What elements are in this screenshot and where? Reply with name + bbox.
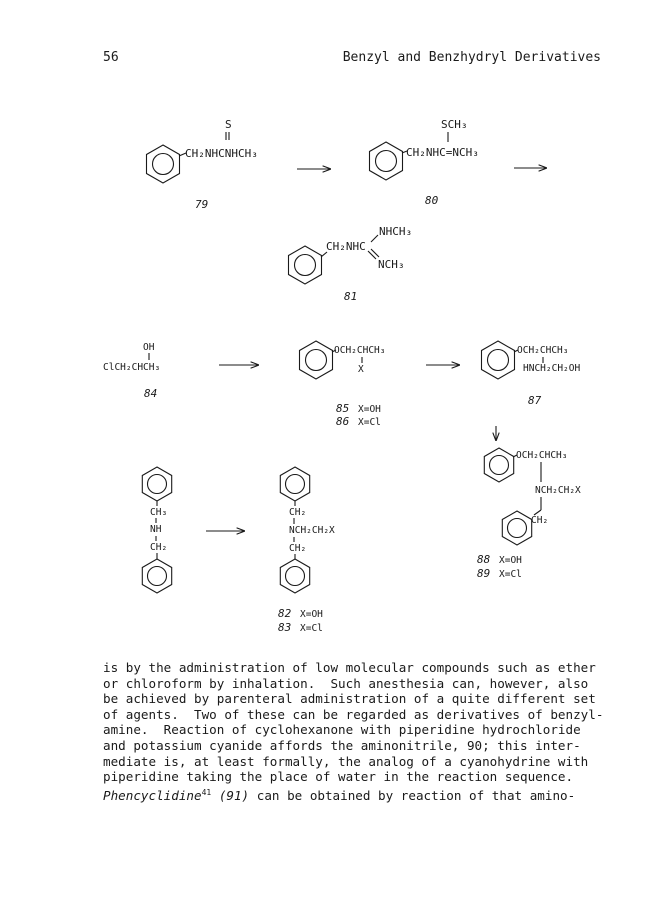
c81-nhch3: NHCH₃ — [379, 225, 413, 238]
c88-n-chain: NCH₂CH₂X — [535, 485, 581, 496]
c79-sulfur: S — [225, 118, 232, 131]
c80-chain: CH₂NHC=NCH₃ — [406, 146, 479, 159]
body-line: piperidine taking the place of water in the reaction sequence. — [103, 769, 574, 785]
body-text — [103, 660, 613, 804]
c86-condition: X=Cl — [358, 417, 381, 428]
benzene-ring-icon — [147, 145, 180, 183]
compound-88-89 — [477, 448, 581, 580]
c80-sch3: SCH₃ — [441, 118, 468, 131]
mid-ch2-top: CH₂ — [289, 507, 307, 518]
body-line: be achieved by parenteral administration of a quite different set — [103, 691, 596, 707]
compound-79 — [147, 118, 258, 211]
benzene-ring-icon — [300, 341, 333, 379]
c84-label: 84 — [144, 387, 158, 400]
c88-ch2: CH₂ — [531, 515, 549, 526]
left-ch2: CH₂ — [150, 542, 168, 553]
page-number: 56 — [103, 50, 119, 65]
c83-condition: X=Cl — [300, 623, 323, 634]
c81-label: 81 — [344, 290, 358, 303]
body-line-last — [103, 785, 613, 804]
c85-x: X — [358, 364, 364, 375]
benzene-ring-icon — [484, 448, 513, 482]
body-line: of agents. Two of these can be regarded as derivatives of benzyl- — [103, 706, 604, 722]
c82-label: 82 — [278, 607, 292, 620]
mid-n-chain: NCH₂CH₂X — [289, 525, 335, 536]
c88-chain: OCH₂CHCH₃ — [516, 450, 568, 461]
c82-condition: X=OH — [300, 609, 323, 620]
c87-chain: OCH₂CHCH₃ — [517, 345, 569, 356]
reference-number: 41 — [201, 787, 212, 797]
compound-80 — [370, 118, 479, 207]
body-line-rest: can be obtained by reaction of that amino- — [249, 787, 576, 803]
body-line: or chloroform by inhalation. Such anesthesia can, however, also — [103, 675, 589, 691]
c88-label: 88 — [477, 553, 491, 566]
compound-85-86 — [300, 341, 386, 428]
compound-82-83 — [278, 467, 335, 634]
benzene-ring-icon — [370, 142, 403, 180]
mid-ch2-bottom: CH₂ — [289, 543, 307, 554]
body-line: and potassium cyanide affords the aminonitrile, 90; this inter- — [103, 737, 581, 753]
compound-87 — [482, 341, 581, 407]
c89-condition: X=Cl — [499, 569, 522, 580]
compound-number: (91) — [218, 787, 250, 803]
c79-chain: CH₂NHCNHCH₃ — [185, 147, 258, 160]
c85-chain: OCH₂CHCH₃ — [334, 345, 386, 356]
c81-chain: CH₂NHC — [326, 240, 366, 253]
benzene-ring-icon — [280, 467, 309, 501]
drug-name: Phencyclidine — [103, 787, 202, 803]
benzene-ring-icon — [289, 246, 322, 284]
c89-label: 89 — [477, 567, 491, 580]
compound-81 — [289, 225, 413, 303]
benzene-ring-icon — [502, 511, 531, 545]
body-line: amine. Reaction of cyclohexanone with piperidine hydrochloride — [103, 722, 581, 738]
running-head: Benzyl and Benzhydryl Derivatives — [342, 50, 601, 65]
c87-substituent: HNCH₂CH₂OH — [523, 363, 581, 374]
c81-nch3: NCH₃ — [378, 258, 405, 271]
c84-chain: ClCH₂CHCH₃ — [103, 362, 161, 373]
c84-oh: OH — [143, 342, 155, 353]
benzene-ring-icon — [142, 467, 171, 501]
benzene-ring-icon — [482, 341, 515, 379]
left-ch3: CH₃ — [150, 507, 168, 518]
body-line: mediate is, at least formally, the analog of a cyanohydrine with — [103, 753, 589, 769]
c80-label: 80 — [425, 194, 439, 207]
c85-condition: X=OH — [358, 404, 381, 415]
c79-label: 79 — [195, 198, 209, 211]
benzene-ring-icon — [280, 559, 309, 593]
c83-label: 83 — [278, 621, 292, 634]
left-nh: NH — [150, 524, 162, 535]
benzylbenzylamine — [142, 467, 171, 593]
c87-label: 87 — [528, 394, 542, 407]
benzene-ring-icon — [142, 559, 171, 593]
c86-label: 86 — [336, 415, 350, 428]
c88-condition: X=OH — [499, 555, 522, 566]
c85-label: 85 — [336, 402, 350, 415]
compound-84 — [103, 342, 160, 400]
body-line: is by the administration of low molecular compounds such as ether — [103, 660, 596, 675]
